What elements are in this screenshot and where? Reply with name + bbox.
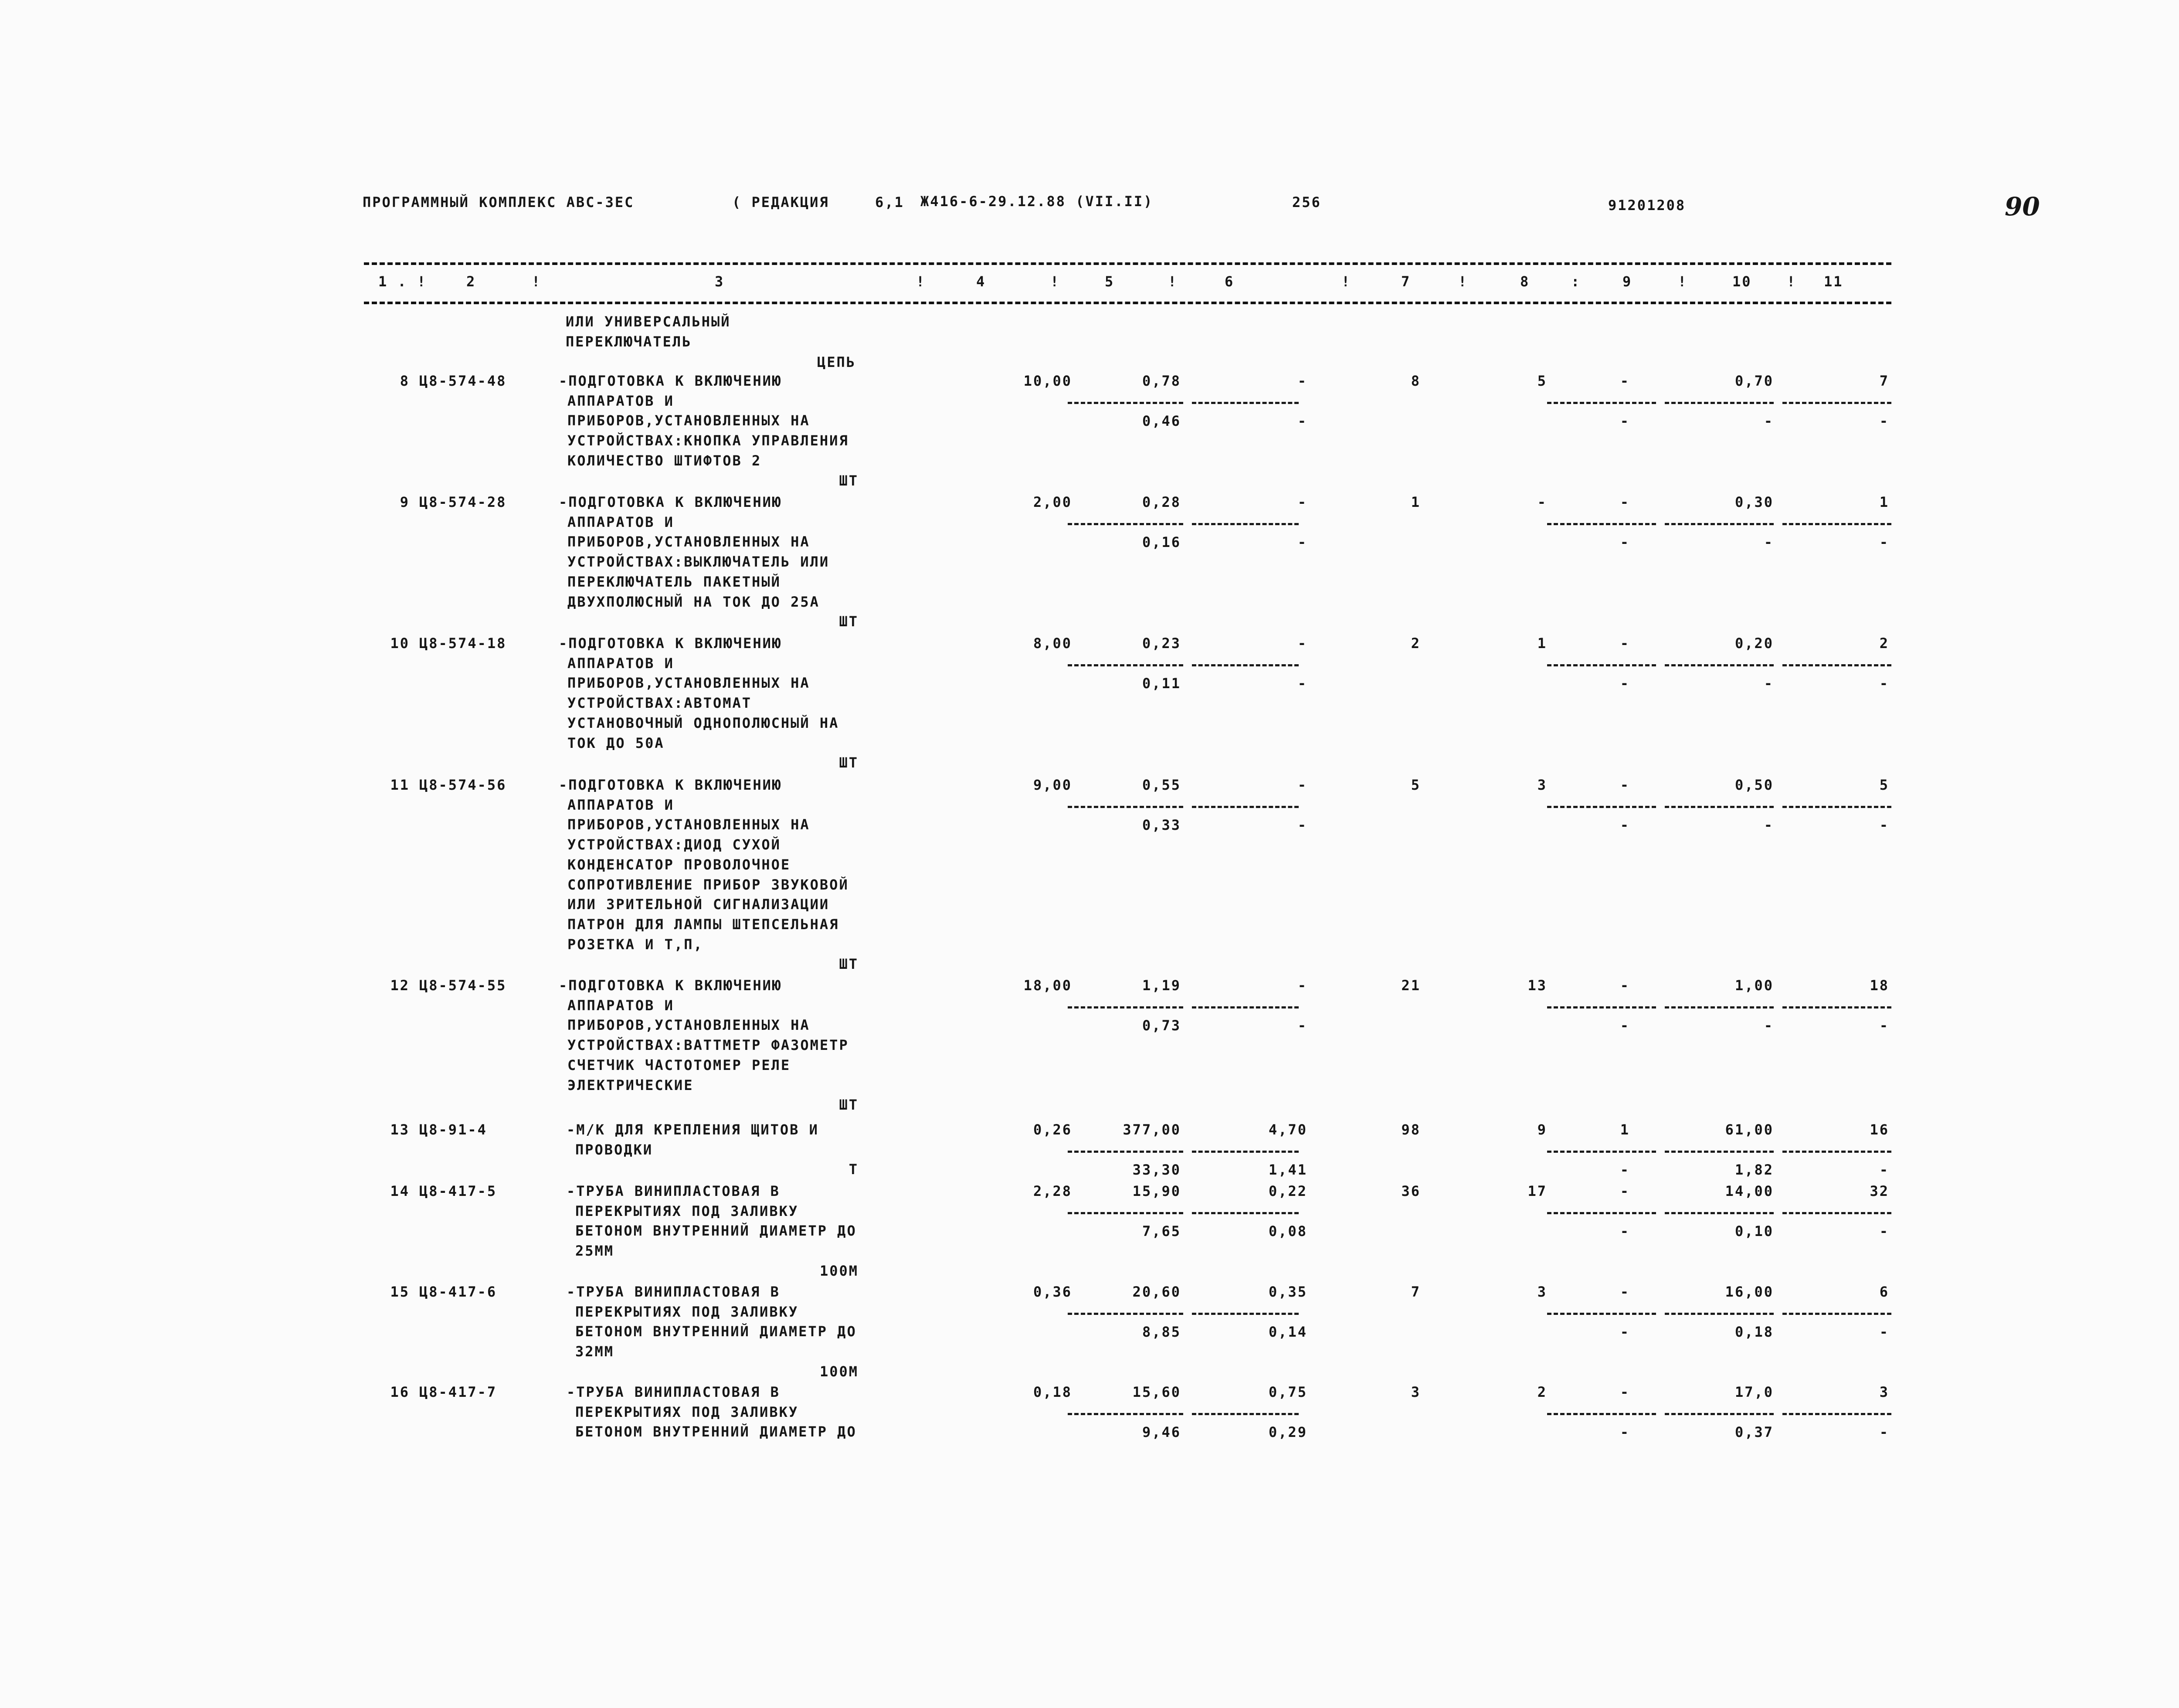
- col6-divider: [1192, 806, 1299, 808]
- col10-divider: [1665, 1313, 1774, 1315]
- col5-value-2: 0,11: [1142, 675, 1181, 692]
- col11-value: 2: [1879, 635, 1889, 652]
- unit-label: 100М: [819, 1262, 859, 1279]
- col9-value: -: [1620, 977, 1630, 994]
- col11-value: 32: [1870, 1183, 1889, 1199]
- col6-divider: [1192, 1151, 1299, 1153]
- description-line: ПРИБОРОВ,УСТАНОВЛЕННЫХ НА: [567, 533, 810, 550]
- description-line: ПРИБОРОВ,УСТАНОВЛЕННЫХ НА: [567, 412, 810, 429]
- header-page-number: 256: [1292, 194, 1321, 211]
- col11-value-2: -: [1879, 534, 1889, 550]
- description-line: КОЛИЧЕСТВО ШТИФТОВ 2: [567, 452, 762, 469]
- col6-value-2: 0,14: [1268, 1324, 1307, 1340]
- description-line: РОЗЕТКА И Т,П,: [567, 936, 703, 953]
- unit-label: ШТ: [839, 472, 859, 489]
- col5-divider: [1068, 1313, 1183, 1315]
- description-line: -ПОДГОТОВКА К ВКЛЮЧЕНИЮ: [559, 635, 782, 652]
- col9-value-2: -: [1620, 1017, 1630, 1034]
- col9-value: -: [1620, 777, 1630, 793]
- col11-value-2: -: [1879, 817, 1889, 833]
- col6-divider: [1192, 1006, 1299, 1009]
- col5-divider: [1068, 1151, 1183, 1153]
- description-line: -ПОДГОТОВКА К ВКЛЮЧЕНИЮ: [559, 777, 782, 793]
- row-number: 16: [390, 1384, 410, 1400]
- col11-value: 7: [1879, 373, 1889, 389]
- col9-value-2: -: [1620, 534, 1630, 550]
- col5-divider: [1068, 806, 1183, 808]
- col11-value: 5: [1879, 777, 1889, 793]
- description-line: УСТРОЙСТВАХ:ВАТТМЕТР ФАЗОМЕТР: [567, 1037, 849, 1054]
- row-number: 14: [390, 1183, 410, 1199]
- col5-value-2: 0,16: [1142, 534, 1181, 550]
- description-line: ДВУХПОЛЮСНЫЙ НА ТОК ДО 25А: [567, 593, 820, 610]
- column-header-cell: 11: [1824, 273, 1843, 290]
- description-line: ИЛИ ЗРИТЕЛЬНОЙ СИГНАЛИЗАЦИИ: [567, 896, 830, 913]
- description-line: ТОК ДО 50А: [567, 734, 665, 751]
- unit-label: ШТ: [839, 956, 859, 973]
- col6-value-2: -: [1297, 534, 1307, 550]
- col6-divider: [1192, 1413, 1299, 1415]
- col5-value: 0,28: [1142, 494, 1181, 510]
- description-line: -ПОДГОТОВКА К ВКЛЮЧЕНИЮ: [559, 494, 782, 510]
- unit-label: ЦЕПЬ: [817, 354, 856, 370]
- col9-value: -: [1620, 635, 1630, 652]
- col9-value-2: -: [1620, 1223, 1630, 1239]
- description-line: УСТРОЙСТВАХ:ДИОД СУХОЙ: [567, 836, 781, 853]
- col6-value: 0,35: [1268, 1284, 1307, 1300]
- unit-label: Т: [849, 1161, 859, 1178]
- col5-value: 15,90: [1132, 1183, 1181, 1199]
- col10-value-2: -: [1764, 817, 1774, 833]
- table-top-rule: [364, 262, 1891, 265]
- col6-value-2: 0,29: [1268, 1424, 1307, 1440]
- col11-divider: [1782, 1006, 1891, 1009]
- col9-value: -: [1620, 1284, 1630, 1300]
- col5-divider: [1068, 1212, 1183, 1214]
- column-header-cell: 5: [1105, 273, 1115, 290]
- col5-divider: [1068, 664, 1183, 666]
- column-header-cell: 1 . !: [378, 273, 427, 290]
- col6-value: -: [1297, 635, 1307, 652]
- col5-divider: [1068, 1413, 1183, 1415]
- col7-value: 1: [1411, 494, 1421, 510]
- col9-value: 1: [1620, 1121, 1630, 1138]
- column-header-cell: !: [1458, 273, 1468, 290]
- col5-value-2: 0,73: [1142, 1017, 1181, 1034]
- col10-value-2: 0,10: [1734, 1223, 1774, 1239]
- col10-value-2: 1,82: [1734, 1161, 1774, 1178]
- description-line: -ТРУБА ВИНИПЛАСТОВАЯ В: [567, 1384, 780, 1400]
- description-line: АППАРАТОВ И: [567, 392, 674, 409]
- col9-value-2: -: [1620, 1161, 1630, 1178]
- description-line: ПЕРЕКРЫТИЯХ ПОД ЗАЛИВКУ: [575, 1403, 799, 1420]
- row-code: Ц8-417-5: [419, 1183, 497, 1199]
- col6-divider: [1192, 402, 1299, 404]
- col10-value: 0,50: [1734, 777, 1774, 793]
- col9-value-2: -: [1620, 1324, 1630, 1340]
- row-code: Ц8-574-55: [419, 977, 507, 994]
- description-line: -ТРУБА ВИНИПЛАСТОВАЯ В: [567, 1183, 780, 1199]
- col11-value: 3: [1879, 1384, 1889, 1400]
- column-header-cell: 7: [1401, 273, 1411, 290]
- header-version: 6,1: [875, 194, 904, 211]
- description-line: УСТАНОВОЧНЫЙ ОДНОПОЛЮСНЫЙ НА: [567, 714, 839, 731]
- col11-value: 16: [1870, 1121, 1889, 1138]
- column-header-cell: !: [1678, 273, 1688, 290]
- col10-value: 16,00: [1725, 1284, 1774, 1300]
- row-code: Ц8-574-18: [419, 635, 507, 652]
- row-code: Ц8-417-7: [419, 1384, 497, 1400]
- description-line: АППАРАТОВ И: [567, 513, 674, 530]
- col8-value: 3: [1537, 1284, 1547, 1300]
- col5-value-2: 0,33: [1142, 817, 1181, 833]
- column-header-cell: !: [1168, 273, 1178, 290]
- description-line: ПЕРЕКРЫТИЯХ ПОД ЗАЛИВКУ: [575, 1303, 799, 1320]
- col11-value-2: -: [1879, 675, 1889, 692]
- col7-value: 36: [1401, 1183, 1421, 1199]
- col9-value-2: -: [1620, 1424, 1630, 1440]
- col11-divider: [1782, 1212, 1891, 1214]
- col8-value: -: [1537, 494, 1547, 510]
- col11-value: 18: [1870, 977, 1889, 994]
- col11-divider: [1782, 1151, 1891, 1153]
- unit-label: 100М: [819, 1363, 859, 1380]
- col10-value: 14,00: [1725, 1183, 1774, 1199]
- col7-value: 3: [1411, 1384, 1421, 1400]
- description-line: ПАТРОН ДЛЯ ЛАМПЫ ШТЕПСЕЛЬНАЯ: [567, 916, 839, 933]
- col6-value: 4,70: [1268, 1121, 1307, 1138]
- col9-divider: [1547, 1212, 1656, 1214]
- row-number: 12: [390, 977, 410, 994]
- col9-divider: [1547, 1313, 1656, 1315]
- col11-value: 1: [1879, 494, 1889, 510]
- col9-value: -: [1620, 373, 1630, 389]
- col5-value: 0,55: [1142, 777, 1181, 793]
- row-code: Ц8-574-56: [419, 777, 507, 793]
- col10-divider: [1665, 523, 1774, 525]
- description-line: АППАРАТОВ И: [567, 997, 674, 1014]
- description-line: АППАРАТОВ И: [567, 796, 674, 813]
- col10-value: 0,20: [1734, 635, 1774, 652]
- col10-value: 0,70: [1734, 373, 1774, 389]
- col6-divider: [1192, 523, 1299, 525]
- col8-value: 2: [1537, 1384, 1547, 1400]
- col5-value-2: 33,30: [1132, 1161, 1181, 1178]
- col4-value: 0,36: [1033, 1284, 1072, 1300]
- description-line: ЭЛЕКТРИЧЕСКИЕ: [567, 1076, 694, 1093]
- col11-value-2: -: [1879, 1161, 1889, 1178]
- description-line: -ТРУБА ВИНИПЛАСТОВАЯ В: [567, 1284, 780, 1300]
- column-header-cell: !: [1787, 273, 1797, 290]
- description-line: КОНДЕНСАТОР ПРОВОЛОЧНОЕ: [567, 856, 791, 873]
- column-header-cell: 8: [1520, 273, 1530, 290]
- row-number: 13: [390, 1121, 410, 1138]
- unit-label: ШТ: [839, 1097, 859, 1114]
- col9-divider: [1547, 523, 1656, 525]
- col10-value-2: -: [1764, 534, 1774, 550]
- col11-value-2: -: [1879, 1424, 1889, 1440]
- col8-value: 17: [1527, 1183, 1547, 1199]
- col8-value: 13: [1527, 977, 1547, 994]
- col10-divider: [1665, 1151, 1774, 1153]
- col9-divider: [1547, 664, 1656, 666]
- description-line: -ПОДГОТОВКА К ВКЛЮЧЕНИЮ: [559, 373, 782, 389]
- col4-value: 2,28: [1033, 1183, 1072, 1199]
- col10-value-2: -: [1764, 675, 1774, 692]
- col5-divider: [1068, 402, 1183, 404]
- col5-divider: [1068, 1006, 1183, 1009]
- row-number: 9: [400, 494, 410, 510]
- col11-value: 6: [1879, 1284, 1889, 1300]
- description-line: ПРИБОРОВ,УСТАНОВЛЕННЫХ НА: [567, 816, 810, 833]
- col9-value: -: [1620, 1183, 1630, 1199]
- description-line: -М/К ДЛЯ КРЕПЛЕНИЯ ЩИТОВ И: [567, 1121, 819, 1138]
- col9-value-2: -: [1620, 675, 1630, 692]
- col11-value-2: -: [1879, 413, 1889, 429]
- col9-divider: [1547, 1006, 1656, 1009]
- header-edition: ( РЕДАКЦИЯ: [732, 194, 829, 211]
- description-line: ПЕРЕКРЫТИЯХ ПОД ЗАЛИВКУ: [575, 1202, 799, 1219]
- col10-value: 0,30: [1734, 494, 1774, 510]
- col10-divider: [1665, 664, 1774, 666]
- row-number: 10: [390, 635, 410, 652]
- description-line: БЕТОНОМ ВНУТРЕННИЙ ДИАМЕТР ДО: [575, 1323, 857, 1340]
- col9-value-2: -: [1620, 817, 1630, 833]
- description-line: 32ММ: [575, 1343, 614, 1360]
- description-line: 25ММ: [575, 1243, 614, 1260]
- col9-value-2: -: [1620, 413, 1630, 429]
- description-line: СОПРОТИВЛЕНИЕ ПРИБОР ЗВУКОВОЙ: [567, 876, 849, 893]
- col4-value: 8,00: [1033, 635, 1072, 652]
- description-line: ИЛИ УНИВЕРСАЛЬНЫЙ: [566, 313, 731, 330]
- col7-value: 7: [1411, 1284, 1421, 1300]
- col4-value: 10,00: [1023, 373, 1072, 389]
- row-code: Ц8-574-48: [419, 373, 507, 389]
- col11-divider: [1782, 664, 1891, 666]
- col7-value: 5: [1411, 777, 1421, 793]
- description-line: -ПОДГОТОВКА К ВКЛЮЧЕНИЮ: [559, 977, 782, 994]
- col6-value: 0,22: [1268, 1183, 1307, 1199]
- col9-divider: [1547, 1151, 1656, 1153]
- col6-divider: [1192, 1212, 1299, 1214]
- column-header-cell: 9: [1622, 273, 1633, 290]
- column-header-cell: 4: [976, 273, 986, 290]
- col6-value-2: 1,41: [1268, 1161, 1307, 1178]
- col9-divider: [1547, 402, 1656, 404]
- col9-divider: [1547, 1413, 1656, 1415]
- description-line: ПРОВОДКИ: [575, 1141, 653, 1158]
- col10-divider: [1665, 1413, 1774, 1415]
- col6-value-2: -: [1297, 817, 1307, 833]
- column-header-cell: 3: [715, 273, 725, 290]
- column-header-cell: !: [1341, 273, 1351, 290]
- col10-value: 17,0: [1734, 1384, 1774, 1400]
- description-line: ПЕРЕКЛЮЧАТЕЛЬ ПАКЕТНЫЙ: [567, 573, 781, 590]
- description-line: БЕТОНОМ ВНУТРЕННИЙ ДИАМЕТР ДО: [575, 1423, 857, 1440]
- col5-value: 20,60: [1132, 1284, 1181, 1300]
- row-code: Ц8-417-6: [419, 1284, 497, 1300]
- col5-value: 1,19: [1142, 977, 1181, 994]
- col11-value-2: -: [1879, 1324, 1889, 1340]
- col6-value-2: 0,08: [1268, 1223, 1307, 1239]
- col5-value-2: 7,65: [1142, 1223, 1181, 1239]
- col11-divider: [1782, 806, 1891, 808]
- col4-value: 18,00: [1023, 977, 1072, 994]
- col11-divider: [1782, 1313, 1891, 1315]
- col10-divider: [1665, 806, 1774, 808]
- col8-value: 5: [1537, 373, 1547, 389]
- col5-value: 377,00: [1123, 1121, 1181, 1138]
- col10-value-2: -: [1764, 1017, 1774, 1034]
- col6-value: -: [1297, 494, 1307, 510]
- col10-value: 1,00: [1734, 977, 1774, 994]
- col4-value: 2,00: [1033, 494, 1072, 510]
- col7-value: 2: [1411, 635, 1421, 652]
- col4-value: 0,18: [1033, 1384, 1072, 1400]
- col6-value: -: [1297, 777, 1307, 793]
- col6-value: -: [1297, 977, 1307, 994]
- description-line: УСТРОЙСТВАХ:АВТОМАТ: [567, 695, 752, 712]
- column-header-cell: !: [532, 273, 542, 290]
- header-date-code: Ж416-6-29.12.88 (VII.II): [920, 193, 1154, 210]
- description-line: БЕТОНОМ ВНУТРЕННИЙ ДИАМЕТР ДО: [575, 1222, 857, 1239]
- header-program: ПРОГРАММНЫЙ КОМПЛЕКС АВС-ЗЕС: [363, 194, 635, 211]
- col10-divider: [1665, 1212, 1774, 1214]
- col5-value: 0,78: [1142, 373, 1181, 389]
- col10-divider: [1665, 1006, 1774, 1009]
- col6-value: 0,75: [1268, 1384, 1307, 1400]
- sheet-number: 90: [2005, 192, 2040, 221]
- col8-value: 9: [1537, 1121, 1547, 1138]
- unit-label: ШТ: [839, 754, 859, 771]
- col7-value: 98: [1401, 1121, 1421, 1138]
- column-header-cell: !: [1050, 273, 1060, 290]
- col5-value: 15,60: [1132, 1384, 1181, 1400]
- column-header-cell: 10: [1732, 273, 1752, 290]
- row-code: Ц8-574-28: [419, 494, 507, 510]
- col11-divider: [1782, 1413, 1891, 1415]
- header-document-code: 91201208: [1608, 197, 1686, 214]
- col6-value-2: -: [1297, 413, 1307, 429]
- row-number: 11: [390, 777, 410, 793]
- col10-divider: [1665, 402, 1774, 404]
- description-line: ПЕРЕКЛЮЧАТЕЛЬ: [566, 333, 692, 350]
- description-line: СЧЕТЧИК ЧАСТОТОМЕР РЕЛЕ: [567, 1056, 791, 1073]
- col7-value: 8: [1411, 373, 1421, 389]
- col8-value: 3: [1537, 777, 1547, 793]
- col5-divider: [1068, 523, 1183, 525]
- col6-value-2: -: [1297, 675, 1307, 692]
- col5-value: 0,23: [1142, 635, 1181, 652]
- col11-value-2: -: [1879, 1223, 1889, 1239]
- col7-value: 21: [1401, 977, 1421, 994]
- col6-divider: [1192, 664, 1299, 666]
- col11-divider: [1782, 402, 1891, 404]
- col10-value-2: -: [1764, 413, 1774, 429]
- row-number: 15: [390, 1284, 410, 1300]
- row-number: 8: [400, 373, 410, 389]
- col10-value-2: 0,18: [1734, 1324, 1774, 1340]
- table-header-rule: [364, 302, 1891, 304]
- col4-value: 9,00: [1033, 777, 1072, 793]
- col9-divider: [1547, 806, 1656, 808]
- col8-value: 1: [1537, 635, 1547, 652]
- description-line: АППАРАТОВ И: [567, 655, 674, 672]
- description-line: ПРИБОРОВ,УСТАНОВЛЕННЫХ НА: [567, 675, 810, 692]
- col6-value: -: [1297, 373, 1307, 389]
- col4-value: 0,26: [1033, 1121, 1072, 1138]
- col5-value-2: 0,46: [1142, 413, 1181, 429]
- description-line: УСТРОЙСТВАХ:КНОПКА УПРАВЛЕНИЯ: [567, 432, 849, 449]
- description-line: УСТРОЙСТВАХ:ВЫКЛЮЧАТЕЛЬ ИЛИ: [567, 553, 830, 570]
- column-header-cell: :: [1571, 273, 1581, 290]
- col6-divider: [1192, 1313, 1299, 1315]
- col10-value-2: 0,37: [1734, 1424, 1774, 1440]
- col11-divider: [1782, 523, 1891, 525]
- col6-value-2: -: [1297, 1017, 1307, 1034]
- col10-value: 61,00: [1725, 1121, 1774, 1138]
- unit-label: ШТ: [839, 613, 859, 630]
- col9-value: -: [1620, 494, 1630, 510]
- column-header-cell: 6: [1225, 273, 1235, 290]
- col5-value-2: 8,85: [1142, 1324, 1181, 1340]
- col11-value-2: -: [1879, 1017, 1889, 1034]
- col9-value: -: [1620, 1384, 1630, 1400]
- column-header-cell: 2: [466, 273, 476, 290]
- row-code: Ц8-91-4: [419, 1121, 487, 1138]
- col5-value-2: 9,46: [1142, 1424, 1181, 1440]
- column-header-cell: !: [916, 273, 926, 290]
- description-line: ПРИБОРОВ,УСТАНОВЛЕННЫХ НА: [567, 1017, 810, 1034]
